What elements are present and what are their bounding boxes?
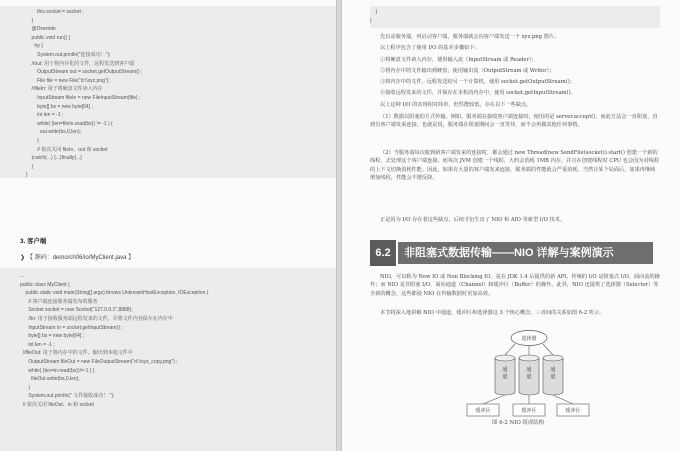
code-block-client [0, 268, 336, 451]
code-line: System.out.println(" 文件接收成功！ "); [20, 393, 115, 400]
code-line: OutputStream out = socket.getOutputStream() ; [26, 69, 143, 76]
code-line: InputStream in = socket.getInputStream() ; [20, 324, 123, 331]
code-line: } [26, 17, 34, 24]
code-line: OutputStream fileOut = new FileOutputStream("d:\\xyz_copy.png") ; [20, 358, 178, 365]
connector-line [553, 395, 573, 404]
code-line: // 客户端连接服务端发布的服务 [20, 298, 98, 305]
intro-paragraph: 先启动服务端，再启动客户端，服务端就会向客户端发送一个 xyz.png 图片。 [380, 34, 560, 40]
code-line: fileOut.write(bs,0,len); [20, 376, 80, 383]
code-line: File file = new File("d:\\xyz.png"); [26, 77, 110, 84]
code-line: byte[] bs = new byte[64] ; [20, 333, 85, 340]
code-line: out.write(bs,0,len); [26, 129, 82, 136]
code-line: public static void main(String[] args) throws UnknownHostException, IOException { [20, 290, 209, 297]
channel-cylinder [519, 355, 539, 395]
code-line: try { [26, 43, 43, 50]
connector-line [543, 344, 553, 355]
connector-line [483, 395, 505, 404]
connector-line [505, 344, 515, 355]
code-line: //out: 用于将内存化的文件，远程发送到客户端 [26, 60, 135, 67]
step-item: ④接收远程发来的文件，并保存在本机的内存中，使用 socket.getInputStream()。 [380, 90, 576, 96]
buffer-label: 缓冲区 [475, 408, 491, 414]
right-page [342, 0, 679, 451]
code-line: public class MyClient { [20, 281, 70, 288]
code-line: ... [20, 273, 25, 279]
code-line: this.socket = socket ; [26, 9, 84, 15]
code-line: //fileIn: 用于将硬盘文件读入内存 [26, 86, 103, 93]
source-label: 【 源码：demo/ch06/io/MyClient.java 】 [27, 255, 135, 261]
code-block-end [370, 6, 660, 28]
nio-overview-paragraph: 本节将深入地讲解 NIO 中通道、缓冲区和选择器这 3 个核心概念，三者间的关系如图 6-2 所示。 [380, 310, 605, 316]
channel-label-char: 道 [550, 374, 556, 380]
code-line: // 依次关闭 fileIn、out 和 socket [26, 146, 108, 153]
code-line: } [26, 163, 34, 170]
nio-structure-diagram [437, 327, 637, 451]
buffer-label: 缓冲区 [565, 408, 581, 414]
nio-intro-paragraph: NIO，可以称为 New IO 或 Non Blocking IO，是在 JDK 1.4 后提供的新 API。传统的 I/O 是阻塞式 I/O、面向流的操作；而 NIO 是非阻塞 I/O、面向通道（Channel）和缓冲区（Buffer）的操作。此外，NIO 还提供了选择器（Selector）等全新的概念，这些都使 NIO 在传输数据时更加高效。 [370, 274, 660, 297]
code-line: } [26, 137, 39, 144]
perf-intro: 以上这种 I/O 的实现相对简单，但性能较低，存在以下一些缺点。 [380, 102, 532, 108]
code-line: @Override [26, 26, 56, 33]
step-item: ③将内存中的文件，远程发送给另一个计算机，使用 socket.getOutputStream()； [380, 79, 575, 85]
channel-label-char: 道 [502, 374, 508, 380]
channel-label-char: 通 [550, 367, 556, 373]
code-line: }catch(...) {...}finally{...} [26, 155, 82, 162]
code-line: int len = -1 ; [26, 112, 64, 119]
steps-intro: 以上程序包含了使用 I/O 的基本步骤如下： [380, 45, 480, 51]
client-heading: 3. 客户端 [20, 238, 47, 245]
point-one: （1）数据以阻塞的方式传输。例如，服务端在接收客户端连接时，使用的是 server.accept()，而此方法会一直阻塞，直到有客户端发来连接。也就是说，服务端在阻塞期间会一直等待，而不会再做其他任何事情。 [370, 114, 658, 129]
code-line: } [370, 9, 378, 15]
channel-cylinder [495, 355, 515, 395]
code-line: //in: 用于接收服务端远程发来的文件，并将文件内容保存在内存中 [20, 315, 173, 322]
point-two: （2）当服务端每次收到新客户端发来的连接时，都会通过 new Thread(new SendFile(socket)).start() 创建一个新的线程，去处理这个客户端连接。而每次 JVM 创建一个线程，大约会消耗 1MB 内存，并且在创建线程时 CPU 也会因为对线程的上下文切换消耗性能。因此，如果有大量的客户端发来连接，服务端的性能就会严重消耗。当然让某个局面后，如果再继续增加线程，性能会不增反降。 [370, 150, 660, 182]
channel-cylinder [543, 355, 563, 395]
code-line: while( (len=in.read(bs))!=-1 ) { [20, 367, 95, 374]
code-line: int len = -1 ; [20, 341, 55, 348]
step-item: ②将内存中的文件输出到硬盘，使用输出流（OutputStream 或 Writer）； [380, 68, 555, 74]
code-line: while( (len=fileIn.read(bs)) != -1 ) { [26, 120, 113, 127]
code-block-server [0, 6, 336, 178]
code-line: public void run() { [26, 34, 71, 41]
conclusion-paragraph: 正是因为 I/O 存在着这些缺点，后续才衍生出了 NIO 和 AIO 等新型 I/O 技术。 [380, 217, 566, 223]
code-line: // 依次关闭 fileOut、in 和 socket [20, 401, 94, 408]
selector-label: 选择器 [521, 336, 537, 342]
left-page [0, 0, 336, 451]
code-line: InputStream fileIn = new FileInputStream(file) ; [26, 94, 141, 101]
channel-label-char: 道 [526, 374, 532, 380]
channel-label-char: 通 [502, 367, 508, 373]
channel-label-char: 通 [526, 367, 532, 373]
bullet-arrow-icon: ❯ [20, 255, 26, 261]
code-line: byte[] bs = new byte[64] ; [26, 103, 93, 110]
code-line: //fileOut: 用于将内存中的文件，输出到本地文件中 [20, 350, 133, 357]
code-line: System.out.println("连接成功！"); [26, 51, 111, 58]
step-item: ①将硬盘文件读入内存，使用输入流（InputStream 或 Reader）； [380, 57, 537, 63]
section-number: 6.2 [370, 240, 396, 266]
section-title: 非阻塞式数据传输——NIO 详解与案例演示 [398, 242, 653, 264]
code-line: } [20, 384, 31, 391]
buffer-label: 缓冲区 [521, 408, 537, 414]
code-line: Socket socket = new Socket("127.0.0.1",8888); [20, 307, 133, 314]
code-line: } [370, 17, 372, 24]
figure-caption: 图 6-2 NIO 组成结构 [492, 420, 545, 426]
section-banner [370, 240, 653, 266]
code-line: } [26, 172, 28, 178]
source-label-line [20, 252, 134, 261]
